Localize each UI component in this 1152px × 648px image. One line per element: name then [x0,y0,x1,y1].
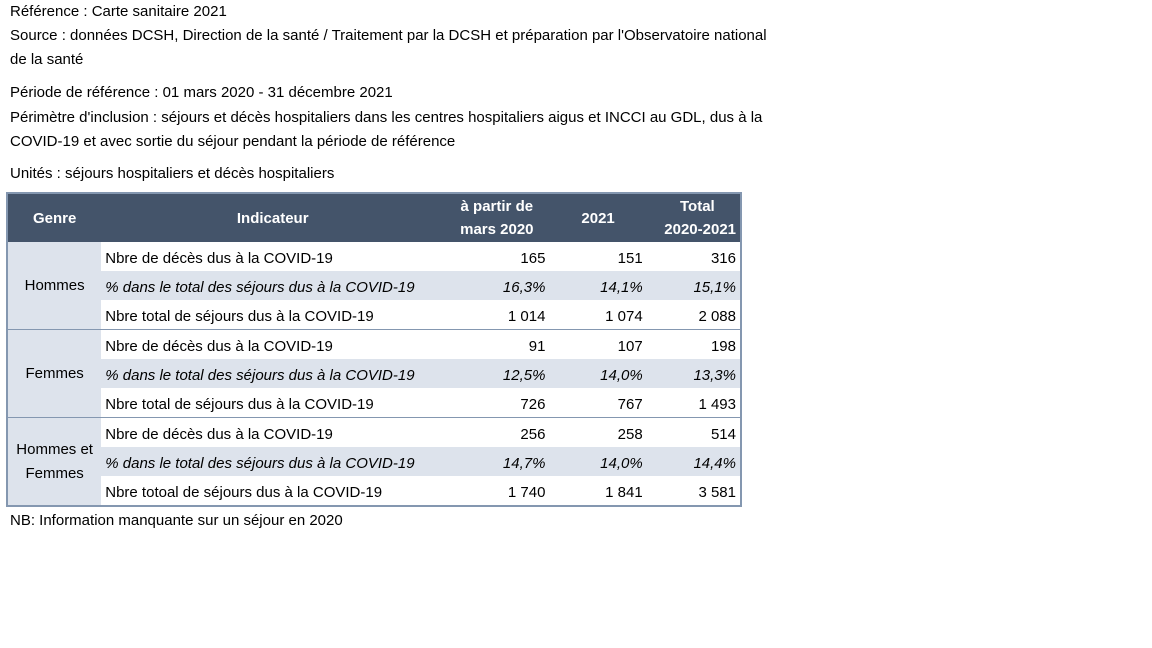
value-cell: 107 [617,338,643,355]
value-cell: 1 014 [444,300,549,330]
value-cell: 2 088 [647,300,741,330]
genre-label: Femmes [25,364,84,382]
table-row [7,418,741,448]
table-row [7,447,741,476]
covid-stays-table [6,192,742,507]
value-cell: 1 740 [507,484,546,501]
value-cell: 258 [617,426,643,443]
header-col1-line2: mars 2020 [460,221,534,238]
indicateur-cell: % dans le total des séjours dus à la COVID-19 [101,271,444,300]
indicateur-cell: Nbre de décès dus à la COVID-19 [105,250,333,267]
reference-line: Référence : Carte sanitaire 2021 [10,3,227,20]
value-cell: 165 [520,250,546,267]
indicateur-cell: Nbre total de séjours dus à la COVID-19 [101,388,444,418]
value-cell: 14,7% [444,447,549,476]
table-header-row [7,193,741,242]
table-row [7,271,741,300]
header-col2: 2021 [549,193,646,242]
source-line-2: de la santé [10,51,84,68]
value-cell: 91 [528,338,546,355]
table-row [7,476,741,506]
unites-line: Unités : séjours hospitaliers et décès hospitaliers [10,165,335,182]
perimetre-line-1: Périmètre d'inclusion : séjours et décès hospitaliers dans les centres hospitaliers aigus et INCCI au GDL, dus à la [10,109,763,126]
value-cell: 726 [444,388,549,418]
header-col1-line1: à partir de [460,198,534,215]
genre-cell-femmes [7,330,101,418]
value-cell: 13,3% [647,359,741,388]
value-cell: 198 [710,338,736,355]
genre-label: Hommes [24,276,85,294]
genre-cell-hommes [7,242,101,330]
value-cell: 15,1% [647,271,741,300]
table-row [7,388,741,418]
perimetre-line-2: COVID-19 et avec sortie du séjour pendant la période de référence [10,133,456,150]
value-cell: 12,5% [444,359,549,388]
header-col3 [647,193,741,242]
header-col3-line2: 2020-2021 [664,221,736,238]
value-cell: 14,0% [549,359,646,388]
table-row [7,330,741,360]
value-cell: 1 493 [647,388,741,418]
value-cell: 1 841 [605,484,643,501]
genre-label-line2: Femmes [25,464,84,482]
value-cell: 151 [617,250,643,267]
indicateur-cell: % dans le total des séjours dus à la COVID-19 [101,447,444,476]
indicateur-cell: % dans le total des séjours dus à la COVID-19 [101,359,444,388]
source-line-1: Source : données DCSH, Direction de la santé / Traitement par la DCSH et préparation par l'Observatoire national [10,27,767,44]
value-cell: 14,1% [549,271,646,300]
footnote: NB: Information manquante sur un séjour en 2020 [10,512,343,529]
table-row [7,242,741,271]
value-cell: 1 074 [549,300,646,330]
value-cell: 14,0% [549,447,646,476]
header-genre: Genre [7,193,101,242]
header-indicateur: Indicateur [101,193,444,242]
value-cell: 514 [710,426,736,443]
genre-cell-hommes-et-femmes [7,418,101,507]
value-cell: 16,3% [444,271,549,300]
table-row [7,359,741,388]
value-cell: 767 [549,388,646,418]
value-cell: 256 [520,426,546,443]
indicateur-cell: Nbre de décès dus à la COVID-19 [105,338,333,355]
indicateur-cell: Nbre totoal de séjours dus à la COVID-19 [105,484,383,501]
header-col1 [444,193,549,242]
value-cell: 316 [710,250,736,267]
indicateur-cell: Nbre de décès dus à la COVID-19 [105,426,333,443]
periode-line: Période de référence : 01 mars 2020 - 31 décembre 2021 [10,84,393,101]
header-col3-line1: Total [679,198,715,215]
genre-label: Hommes et [16,440,93,458]
value-cell: 14,4% [647,447,741,476]
indicateur-cell: Nbre total de séjours dus à la COVID-19 [101,300,444,330]
value-cell: 3 581 [698,484,736,501]
table-row [7,300,741,330]
